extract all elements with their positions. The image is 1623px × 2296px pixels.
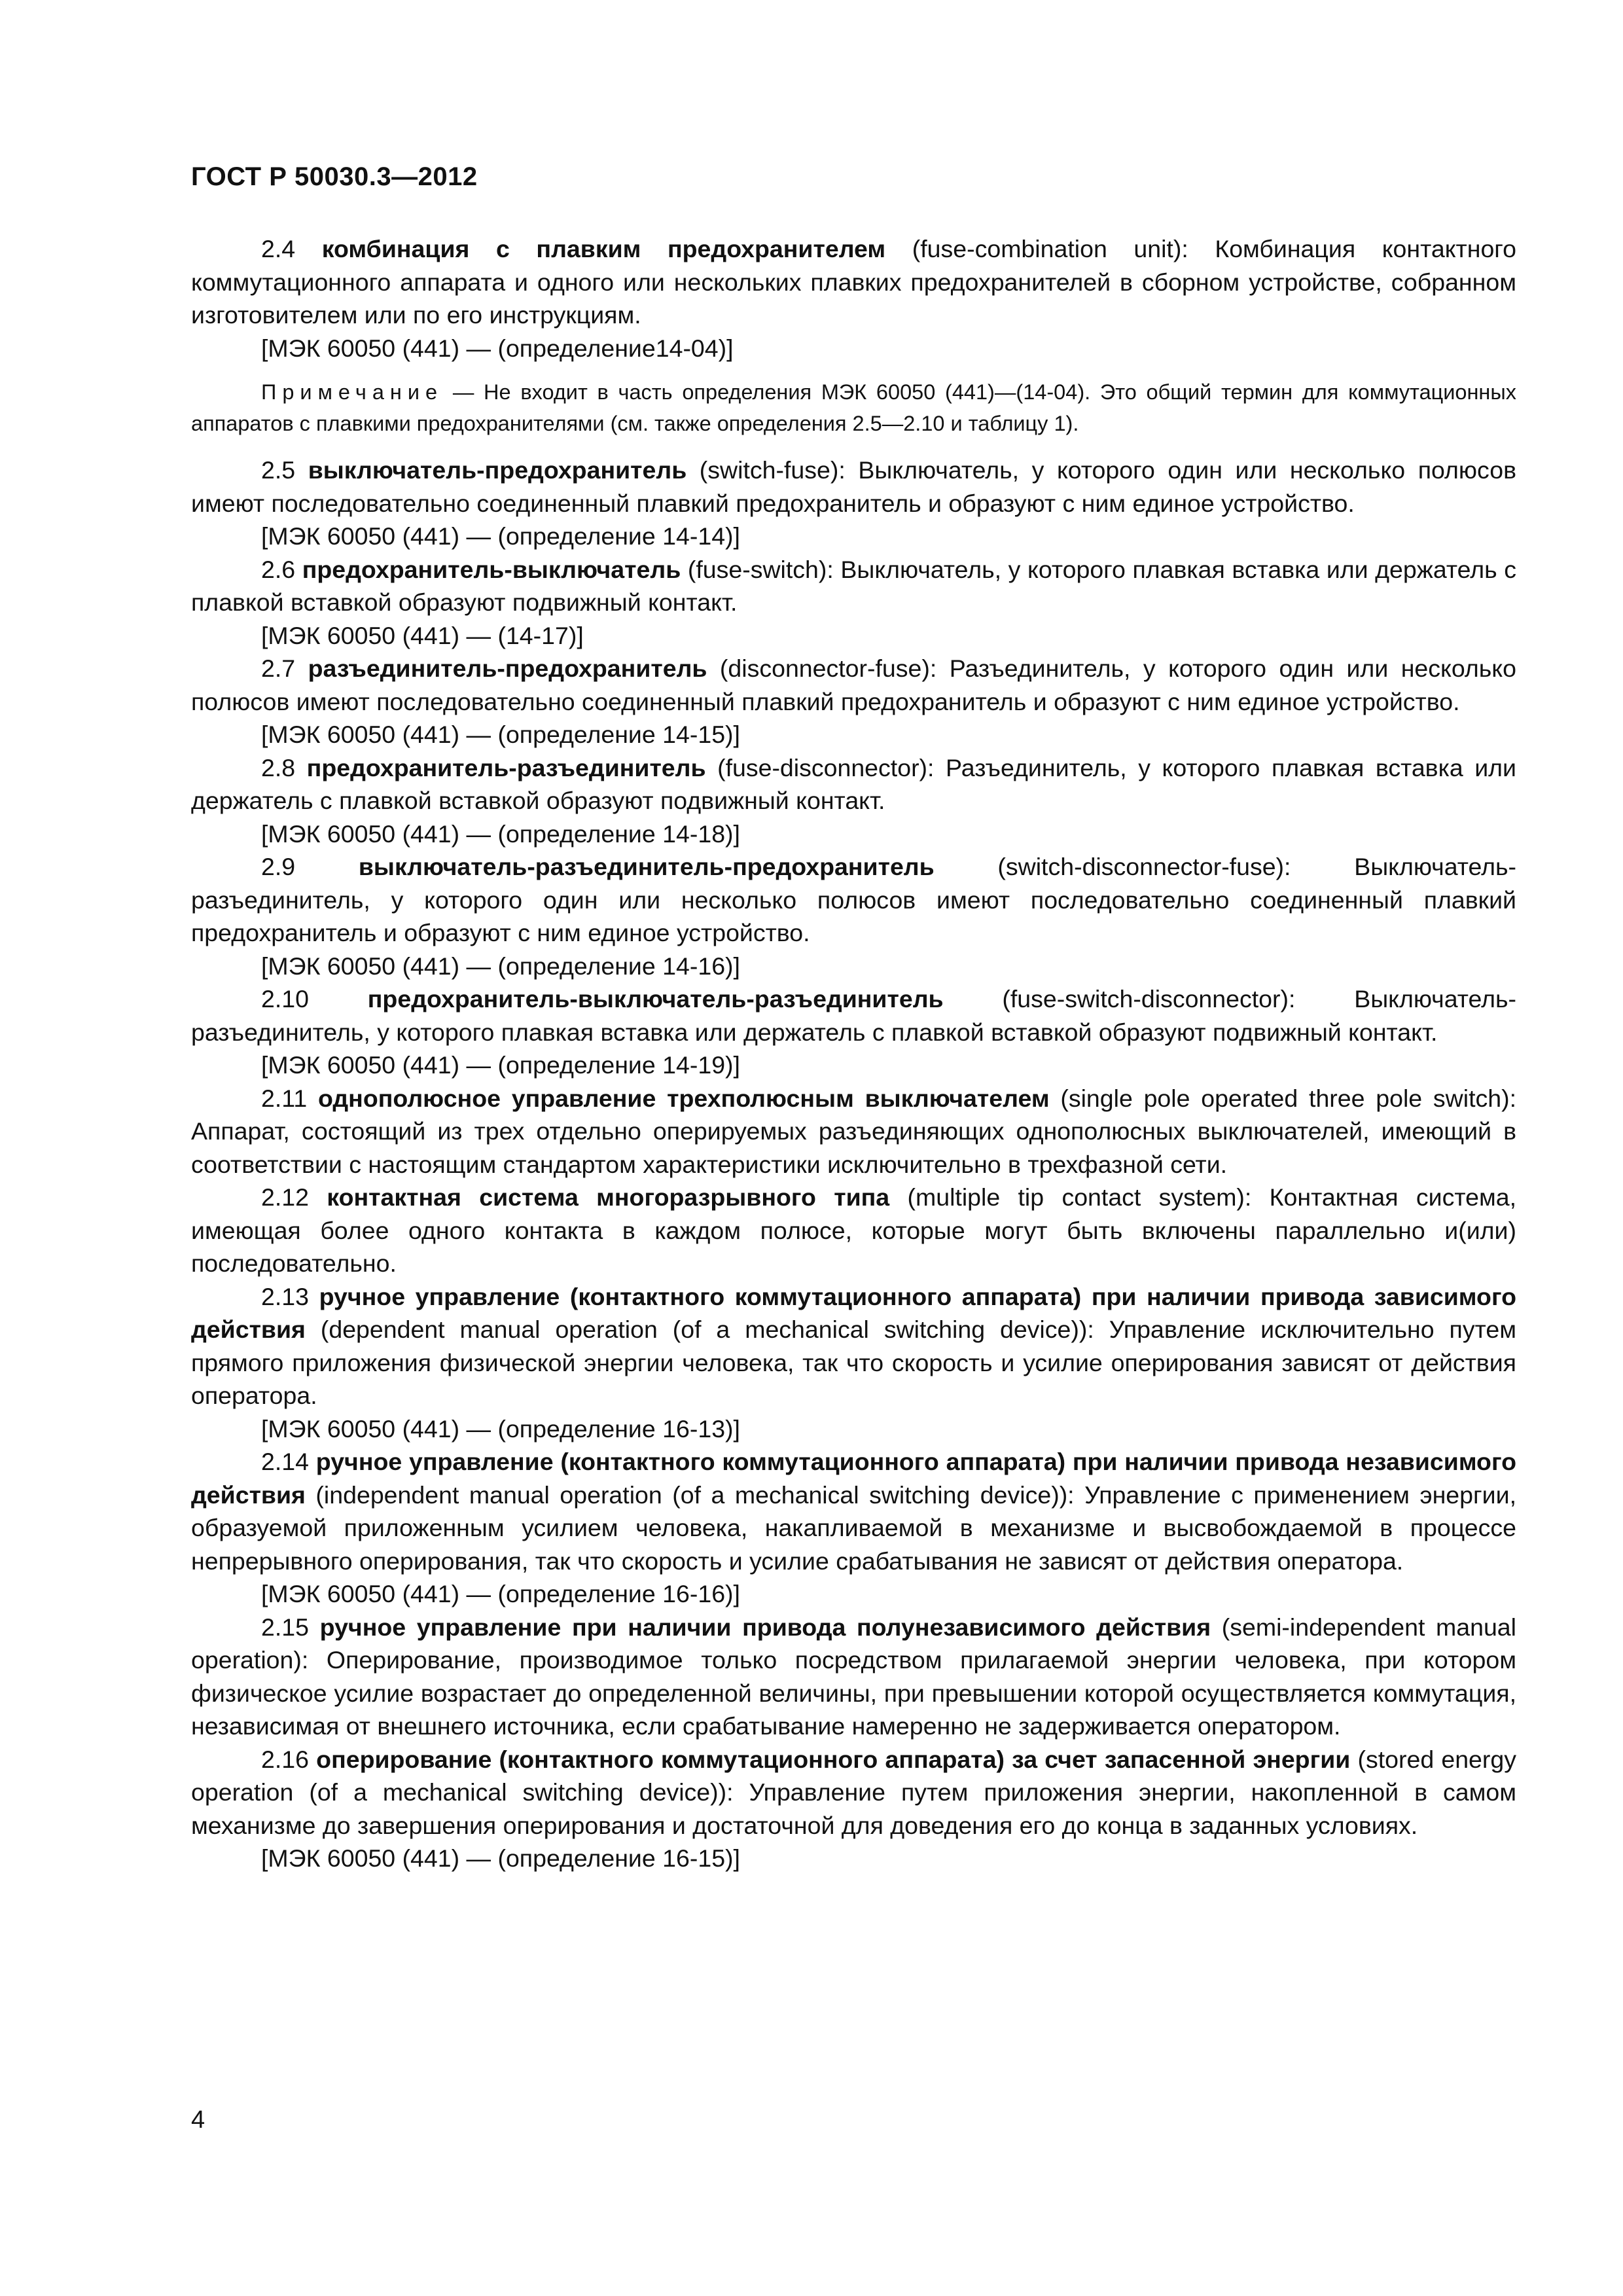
term-title: ручное управление (контактного коммутационного аппарата) при наличии привода независимого действия [191, 1448, 1516, 1509]
definition-2-12 [191, 1181, 1516, 1280]
term-title: выключатель-разъединитель-предохранитель [358, 853, 935, 880]
note-2-4 [191, 376, 1516, 439]
definition-text: (fuse-disconnector): Разъединитель, у которого плавкая вставка или держатель с плавкой вставкой образуют подвижный контакт. [191, 753, 1516, 814]
definition-text: (independent manual operation (of a mechanical switching device)): Управление с применением энергии, образуемой приложенным усилием человека, накапливаемой в механизме и высвобождаемой в процессе непрерывного оперирования, так что скорость и усилие срабатывания не зависят от действия оператора. [191, 1480, 1516, 1575]
definition-2-11 [191, 1082, 1516, 1181]
definition-2-6 [191, 553, 1516, 619]
definition-text: (semi-independent manual operation): Оперирование, производимое только посредством прилагаемой энергии человека, при котором физическое усилие возрастает до определенной величины, при превышении которой осуществляется коммутация, независимая от внешнего источника, если срабатывание намеренно не задерживается оператором. [191, 1613, 1516, 1740]
definition-text: (fuse-switch-disconnector): Выключатель-разъединитель, у которого плавкая вставка или держатель с плавкой вставкой образуют подвижный контакт. [191, 985, 1517, 1046]
clause-number: 2.4 [261, 235, 296, 262]
definition-2-5 [191, 454, 1516, 520]
document-code-header: ГОСТ Р 50030.3—2012 [191, 162, 478, 191]
definition-2-13 [191, 1280, 1516, 1412]
note-text: — Не входит в часть определения МЭК 60050 (441)—(14-04). Это общий термин для коммутационных аппаратов с плавкими предохранителями (см. также определения 2.5—2.10 и таблицу 1). [191, 380, 1516, 435]
clause-number: 2.11 [261, 1084, 308, 1112]
definition-2-16 [191, 1743, 1516, 1842]
reference-2-7: [МЭК 60050 (441) — (определение 14-15)] [261, 721, 740, 748]
definition-2-7 [191, 652, 1516, 718]
clause-number: 2.7 [261, 655, 296, 682]
clause-number: 2.14 [261, 1448, 309, 1475]
definition-text: (fuse-combination unit): Комбинация контактного коммутационного аппарата и одного или нескольких плавких предохранителей в сборном устройстве, собранном изготовителем или по его инструкциям. [191, 235, 1517, 329]
term-title: ручное управление при наличии привода полунезависимого действия [319, 1613, 1211, 1641]
term-title: контактная система многоразрывного типа [327, 1183, 890, 1211]
definition-2-10 [191, 982, 1516, 1049]
reference-2-13: [МЭК 60050 (441) — (определение 16-13)] [261, 1414, 740, 1443]
definition-text: (fuse-switch): Выключатель, у которого плавкая вставка или держатель с плавкой вставкой образуют подвижный контакт. [191, 555, 1516, 616]
definition-2-9 [191, 850, 1516, 950]
definition-2-14 [191, 1445, 1516, 1577]
definition-text: (dependent manual operation (of a mechanical switching device)): Управление исключительно путем прямого приложения физической энергии человека, так что скорость и усилие оперирования зависят от действия оператора. [191, 1316, 1516, 1409]
term-title: разъединитель-предохранитель [308, 655, 707, 682]
definition-text: (disconnector-fuse): Разъединитель, у которого один или несколько полюсов имеют последовательно соединенный плавкий предохранитель и образуют с ним единое устройство. [191, 655, 1516, 715]
clause-number: 2.10 [261, 985, 309, 1013]
reference-2-6: [МЭК 60050 (441) — (14-17)] [261, 621, 584, 649]
definition-2-15 [191, 1611, 1516, 1743]
clause-number: 2.13 [261, 1282, 309, 1310]
term-title: предохранитель-выключатель-разъединитель [367, 985, 944, 1013]
term-title: ручное управление (контактного коммутационного аппарата) при наличии привода зависимого действия [191, 1282, 1516, 1343]
definition-text: (switch-fuse): Выключатель, у которого один или несколько полюсов имеют последовательно соединенный плавкий предохранитель и образуют с ним единое устройство. [191, 456, 1516, 517]
clause-number: 2.16 [261, 1745, 309, 1773]
reference-2-10: [МЭК 60050 (441) — (определение 14-19)] [261, 1051, 740, 1079]
term-title: оперирование (контактного коммутационного аппарата) за счет запасенной энергии [316, 1745, 1351, 1773]
definition-text: (stored energy operation (of a mechanical switching device)): Управление путем приложения энергии, накопленной в самом механизме до завершения оперирования и достаточной для доведения его до конца в заданных условиях. [191, 1745, 1516, 1839]
clause-number: 2.15 [261, 1613, 309, 1641]
definition-2-8 [191, 751, 1516, 817]
document-body [191, 232, 1516, 1875]
clause-number: 2.6 [261, 555, 296, 583]
reference-2-9: [МЭК 60050 (441) — (определение 14-16)] [261, 952, 740, 980]
definition-text: (switch-disconnector-fuse): Выключатель-разъединитель, у которого один или несколько полюсов имеют последовательно соединенный плавкий предохранитель и образуют с ним единое устройство. [191, 853, 1517, 946]
reference-2-14: [МЭК 60050 (441) — (определение 16-16)] [261, 1580, 740, 1607]
term-title: комбинация с плавким предохранителем [321, 235, 886, 262]
reference-2-5: [МЭК 60050 (441) — (определение 14-14)] [261, 522, 740, 550]
definition-text: (single pole operated three pole switch): Аппарат, состоящий из трех отдельно оперируемых разъединяющих однополюсных выключателей, имеющий в соответствии с настоящим стандартом характеристики исключительно в трехфазной сети. [191, 1084, 1517, 1178]
page-number: 4 [191, 2106, 205, 2134]
clause-number: 2.12 [261, 1183, 309, 1211]
term-title: предохранитель-выключатель [302, 555, 681, 583]
clause-number: 2.8 [261, 753, 296, 781]
definition-text: (multiple tip contact system): Контактная система, имеющая более одного контакта в каждом полюсе, которые могут быть включены параллельно и(или) последовательно. [191, 1183, 1516, 1277]
definition-2-4 [191, 232, 1516, 332]
term-title: предохранитель-разъединитель [306, 753, 706, 781]
term-title: однополюсное управление трехполюсным выключателем [317, 1084, 1050, 1112]
clause-number: 2.9 [261, 853, 296, 880]
reference-2-16: [МЭК 60050 (441) — (определение 16-15)] [261, 1844, 740, 1872]
clause-number: 2.5 [261, 456, 296, 484]
term-title: выключатель-предохранитель [308, 456, 687, 484]
note-label: Примечание [261, 380, 444, 404]
reference-2-4: [МЭК 60050 (441) — (определение14-04)] [261, 334, 734, 362]
reference-2-8: [МЭК 60050 (441) — (определение 14-18)] [261, 819, 740, 848]
